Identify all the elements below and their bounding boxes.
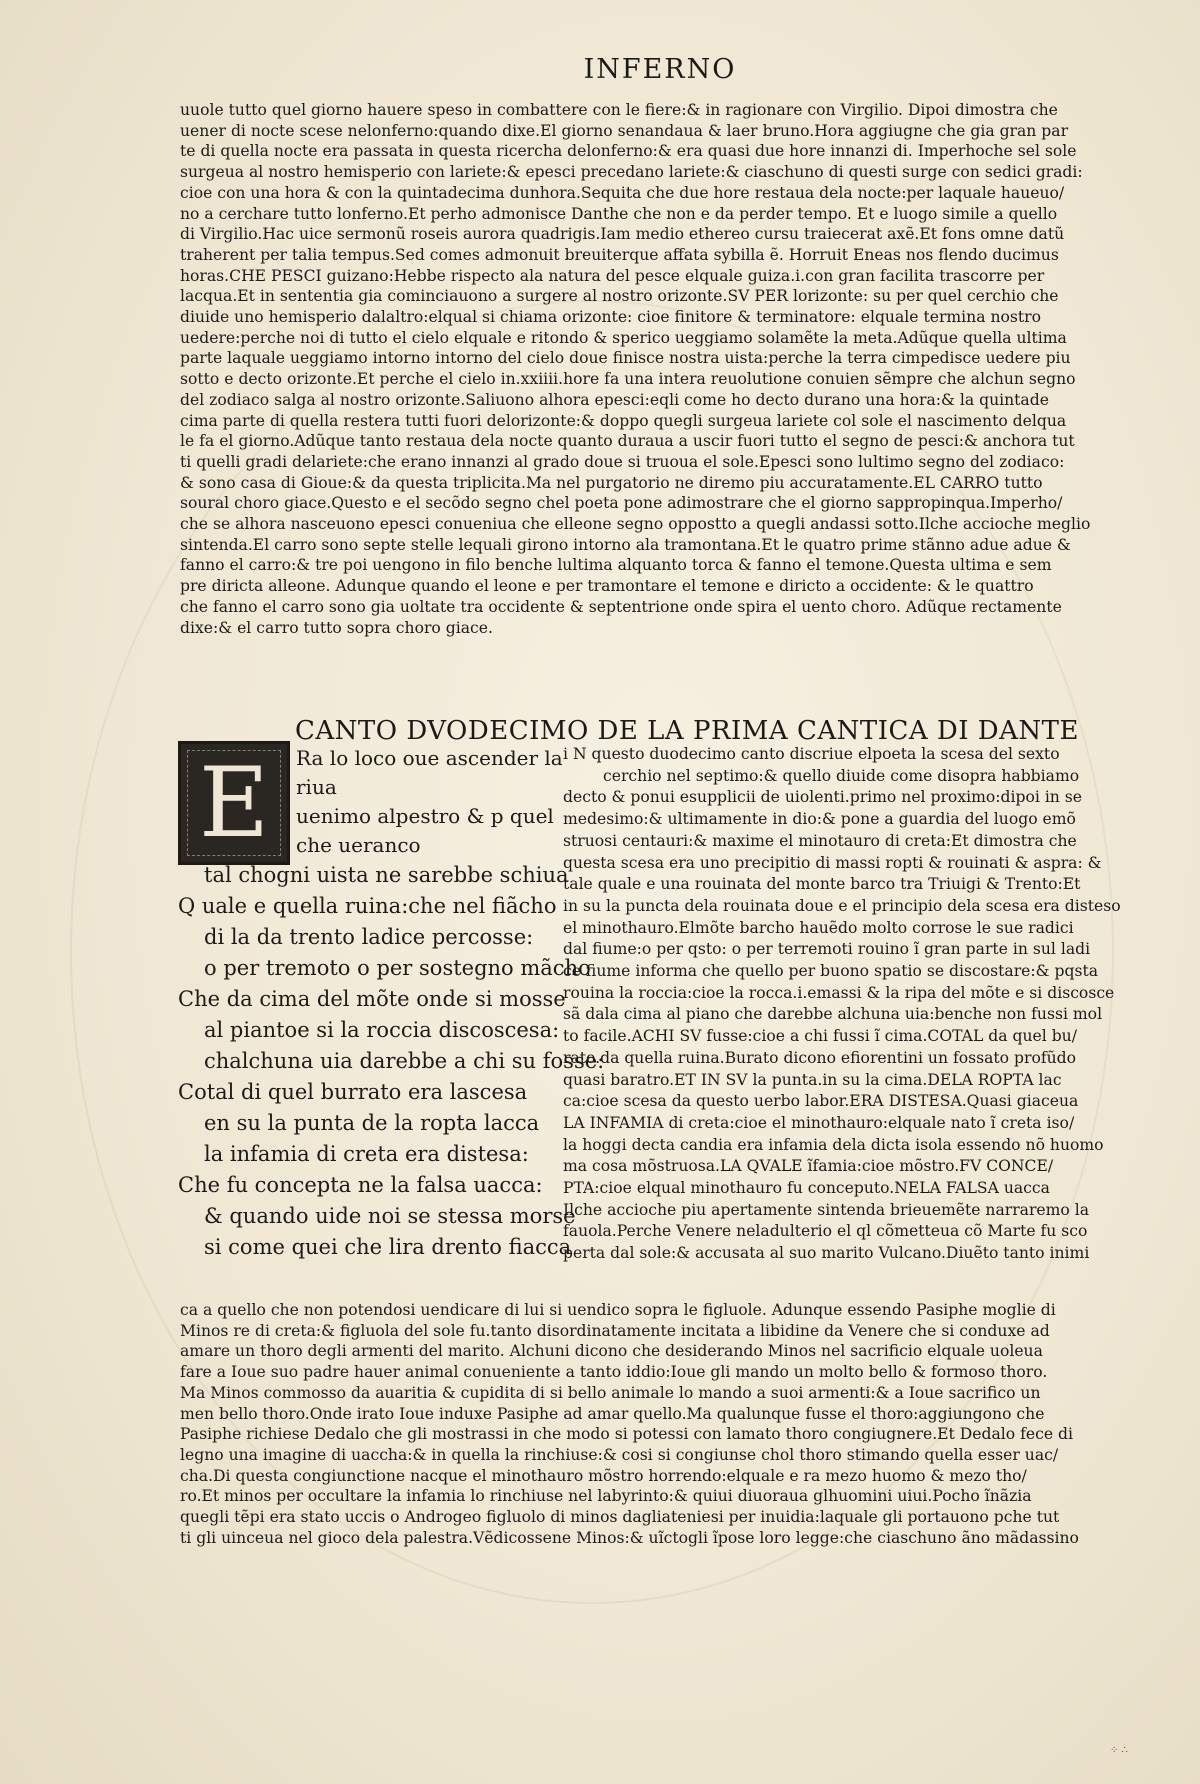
running-head: INFERNO [583, 54, 737, 85]
commentary-line: PTA:cioe elqual minothauro fu conceputo.NELA FALSA uacca [563, 1179, 1050, 1198]
commentary-line: ma cosa mõstruosa.LA QVALE ĩfamia:cioe mõstro.FV CONCE/ [563, 1157, 1054, 1176]
commentary-line: i N questo duodecimo canto discriue elpoeta la scesa del sexto [563, 745, 1060, 763]
commentary-line: amare un thoro degli armenti del marito. Alchuni dicono che desiderando Minos nel sacrificio elquale uoleua [180, 1342, 1043, 1361]
commentary-line: cima parte di quella restera tutti fuori delorizonte:& doppo quegli surgeua lariete col sole el nascimento delqua [180, 411, 1067, 430]
commentary-line: ca:cioe scesa da questo uerbo labor.ERA DISTESA.Quasi giaceua [563, 1092, 1079, 1111]
verse-line: Cotal di quel burrato era lascesa [178, 1080, 528, 1104]
commentary-line: & sono casa di Gioue:& da questa triplicita.Ma nel purgatorio ne diremo piu accuratamente.EL CARRO tutto [180, 473, 1043, 492]
commentary-line: sã dala cima al piano che darebbe alchuna uia:benche non fussi mol [563, 1005, 1103, 1024]
commentary-line: Ma Minos commosso da auaritia & cupidita di si bello animale lo mando a suoi armenti:& a Ioue sacrifico un [180, 1383, 1041, 1402]
commentary-line: ca a quello che non potendosi uendicare di lui si uendico sopra le figluole. Adunque essendo Pasiphe moglie di [180, 1301, 1056, 1319]
commentary-line: cerchio nel septimo:& quello diuide come disopra habbiamo [603, 766, 1080, 785]
commentary-line: uuole tutto quel giorno hauere speso in combattere con le fiere:& in ragionare con Virgilio. Dipoi dimostra che [180, 101, 1058, 119]
commentary-line: rouina la roccia:cioe la rocca.i.emassi & la ripa del mõte e si discosce [563, 983, 1115, 1002]
verse-line: & quando uide noi se stessa morse [204, 1204, 576, 1228]
commentary-line: cioe con una hora & con la quintadecima dunhora.Sequita che due hore restaua dela nocte:per laquale haueuo/ [180, 183, 1065, 202]
commentary-right [563, 744, 1163, 1265]
verse-line: Che da cima del mõte onde si mosse [178, 987, 566, 1011]
commentary-line: soural choro giace.Questo e el secõdo segno chel poeta pone adimostrare che el giorno sappropinqua.Imperho/ [180, 494, 1063, 513]
commentary-line: ce fiume informa che quello per buono spatio se discostare:& pqsta [563, 962, 1099, 981]
commentary-line: in su la puncta dela rouinata doue e el principio dela scesa era distesо [563, 896, 1121, 915]
commentary-line: di Virgilio.Hac uice sermonũ roseis aurora quadrigis.Iam medio ethereo cursu traiecerat axẽ.Et fons omne datũ [180, 225, 1065, 244]
commentary-line: che se alhora nasceuono epesci conueniua che elleone segno oppostto a quegli andassi sotto.Ilche accioche meglio [180, 515, 1091, 534]
verse-line: Ra lo loco oue ascender la [296, 746, 563, 770]
commentary-line: lacqua.Et in sententia gia cominciauono a surgere al nostro orizonte.SV PER lorizonte: su per quel cerchio che [180, 287, 1059, 306]
verse-line: Che fu concepta ne la falsa uacca: [178, 1173, 543, 1197]
commentary-line: horas.CHE PESCI guizano:Hebbe rispecto ala natura del pesce elquale guiza.i.con gran facilita trascorre per [180, 266, 1045, 285]
commentary-line: pre diricta alleone. Adunque quando el leone e per tramontare el temone e diricto a occidente: & le quattro [180, 577, 1034, 596]
verse-line: en su la punta de la ropta lacca [204, 1111, 540, 1135]
verse-line: chalchuna uia darebbe a chi su fosse: [204, 1049, 605, 1073]
commentary-line: medesimo:& ultimamente in dio:& pone a guardia del luogo emõ [563, 810, 1076, 829]
verse-line: al piantoe si la roccia discoscesa: [204, 1018, 560, 1042]
commentary-line: ti gli uinceua nel gioco dela palestra.Vẽdicossene Minos:& uĩctogli ĩpose loro legge:che ciaschuno ãno mãdassino [180, 1528, 1079, 1547]
commentary-line: men bello thoro.Onde irato Ioue induxe Pasiphe ad amar quello.Ma qualunque fusse el thoro:aggiungono che [180, 1404, 1045, 1423]
commentary-line: Pasiphe richiese Dedalo che gli mostrassi in che modo si potessi con lamato thoro congiugnere.Et Dedalo fece di [180, 1425, 1073, 1444]
commentary-line: el minothauro.Elmõte barcho hauẽdo molto corrose le sue radici [563, 918, 1074, 937]
commentary-line: surgeua al nostro hemisperio con lariete:& epesci precedano lariete:& ciaschuno di questi surge con sedici gradi: [180, 163, 1083, 182]
commentary-line: quegli tẽpi era stato uccis o Androgeo figluolo di minos dagliateniesi per inuidia:laquale gli portauono pche tut [180, 1508, 1060, 1527]
commentary-line: sotto e decto orizonte.Et perche el cielo in.xxiiii.hore fa una intera reuolutione conuien sẽmpre che alchun segno [180, 370, 1076, 389]
commentary-top [180, 100, 1164, 638]
commentary-line: LA INFAMIA di creta:cioe el minothauro:elquale nato ĩ creta iso/ [563, 1113, 1075, 1132]
commentary-line: fare a Ioue suo padre hauer animal conueniente a tanto iddio:Ioue gli mando un molto bello & formoso thoro. [180, 1363, 1048, 1382]
commentary-line: uedere:perche noi di tutto el cielo elquale e ritondo & sperico ueggiamo solamẽte la meta.Adũque quella ultima [180, 328, 1067, 347]
commentary-line: tale quale e una rouinata del monte barco tra Triuigi & Trento:Et [563, 875, 1081, 894]
commentary-line: sintenda.El carro sono septe stelle lequali girono intorno ala tramontana.Et le quatro prime stãnno adue adue & [180, 535, 1071, 554]
commentary-line: ro.Et minos per occultare la infamia lo rinchiuse nel labyrinto:& quiui diuoraua glhuomini uiui.Pocho ĩnãzia [180, 1487, 1032, 1506]
commentary-line: fauola.Perche Venere neladulterio el ql cõmetteua cõ Marte fu sco [563, 1222, 1088, 1241]
commentary-line: dal fiume:o per qsto: o per terremoti rouino ĩ gran parte in sul ladi [563, 940, 1091, 959]
verse-line: si come quei che lira drento fiacca [204, 1235, 572, 1259]
commentary-line: te di quella nocte era passata in questa ricercha delonferno:& era quasi due hore innanzi di. Imperhoche sel sole [180, 142, 1077, 161]
commentary-line: rato.da quella ruina.Burato dicono efiorentini un fossato profũdo [563, 1048, 1077, 1067]
commentary-line: uener di nocte scese nelonferno:quando dixe.El giorno senandaua & laer bruno.Hora aggiugne che gia gran par [180, 121, 1069, 140]
verse-column [178, 744, 605, 1263]
commentary-line: la hoggi decta candia era infamia dela dicta isola essendo nõ huomo [563, 1135, 1104, 1154]
verse-line: la infamia di creta era distesa: [204, 1142, 529, 1166]
verse-line: uenimo alpestro & p quel [296, 804, 554, 828]
commentary-line: ti quelli gradi delariete:che erano innanzi al grado doue si truoua el sole.Epesci sono lultimo segno del zodiaco: [180, 452, 1065, 471]
commentary-line: questa scesa era uno precipitio di massi ropti & rouinati & aspra: & [563, 853, 1102, 872]
commentary-line: che fanno el carro sono gia uoltate tra occidente & septentrione onde spira el uento choro. Adũque rectamente [180, 597, 1062, 616]
commentary-line: parte laquale ueggiamo intorno intorno del cielo doue finisce nostra uista:perche la terra cimpedisce uedere piu [180, 349, 1071, 368]
commentary-line: struosi centauri:& maxime el minotauro di creta:Et dimostra che [563, 831, 1077, 850]
commentary-line: del zodiaco salga al nostro orizonte.Saliuono alhora epesci:eqli come ho decto durano una hora:& la quintade [180, 390, 1049, 409]
commentary-line: traherent per talia tempus.Sed comes admonuit breuiterque affata sybilla ẽ. Horruit Eneas nos flendo ducimus [180, 245, 1059, 264]
commentary-line: diuide uno hemisperio dalaltro:elqual si chiama orizonte: cioe finitore & terminatore: elquale termina nostro [180, 308, 1042, 327]
commentary-line: to facile.ACHI SV fusse:cioe a chi fussi ĩ cima.COTAL da quel bu/ [563, 1027, 1077, 1046]
verse-line: che ueranco [296, 833, 421, 857]
commentary-line: no a cerchare tutto lonferno.Et perho admonisce Danthe che non e da perder tempo. Et e luogo simile a quello [180, 204, 1058, 223]
commentary-line: perta dal sole:& accusata al suo marito Vulcano.Diuẽto tanto inimi [563, 1244, 1090, 1263]
verse-line: tal chogni uista ne sarebbe schiua [204, 863, 569, 887]
commentary-line: le fa el giorno.Adũque tanto restaua dela nocte quanto duraua a uscir fuori tutto el segno de pesci:& anchora tut [180, 432, 1075, 451]
commentary-line: legno una imagine di uaccha:& in quella la rinchiuse:& cosi si congiunse chol thoro stimando quella esser uac/ [180, 1445, 1059, 1464]
decorated-initial: E [178, 741, 290, 865]
verse-line: o per tremoto o per sostegno mãcho [204, 956, 591, 980]
canto-title: CANTO DVODECIMO DE LA PRIMA CANTICA DI DANTE [295, 716, 1079, 746]
verse-line: Q uale e quella ruina:che nel fiãcho [178, 894, 557, 918]
commentary-line: dixe:& el carro tutto sopra choro giace. [180, 618, 493, 637]
commentary-line: quasi baratro.ET IN SV la punta.in su la cima.DELA ROPTA lac [563, 1070, 1062, 1089]
ink-marks: ⁘ ∴ [1110, 1745, 1128, 1756]
verse-line: di la da trento ladice percosse: [204, 925, 534, 949]
commentary-bottom [180, 1300, 1164, 1548]
commentary-line: Minos re di creta:& figluola del sole fu.tanto disordinatamente incitata a libidine da Venere che si conduxe ad [180, 1321, 1050, 1340]
commentary-line: fanno el carro:& tre poi uengono in filo benche lultima alquanto torca & fanno el temone.Questa ultima e sem [180, 556, 1052, 575]
verse-line: riua [296, 775, 337, 799]
commentary-line: cha.Di questa congiunctione nacque el minothauro mõstro horrendo:elquale e ra mezo huomo & mezo tho/ [180, 1466, 1027, 1485]
commentary-line: decto & ponui esupplicii de uiolenti.primo nel proximo:dipoi in se [563, 788, 1083, 807]
commentary-line: Ilche accioche piu apertamente sintenda brieuemẽte narraremo la [563, 1200, 1090, 1219]
